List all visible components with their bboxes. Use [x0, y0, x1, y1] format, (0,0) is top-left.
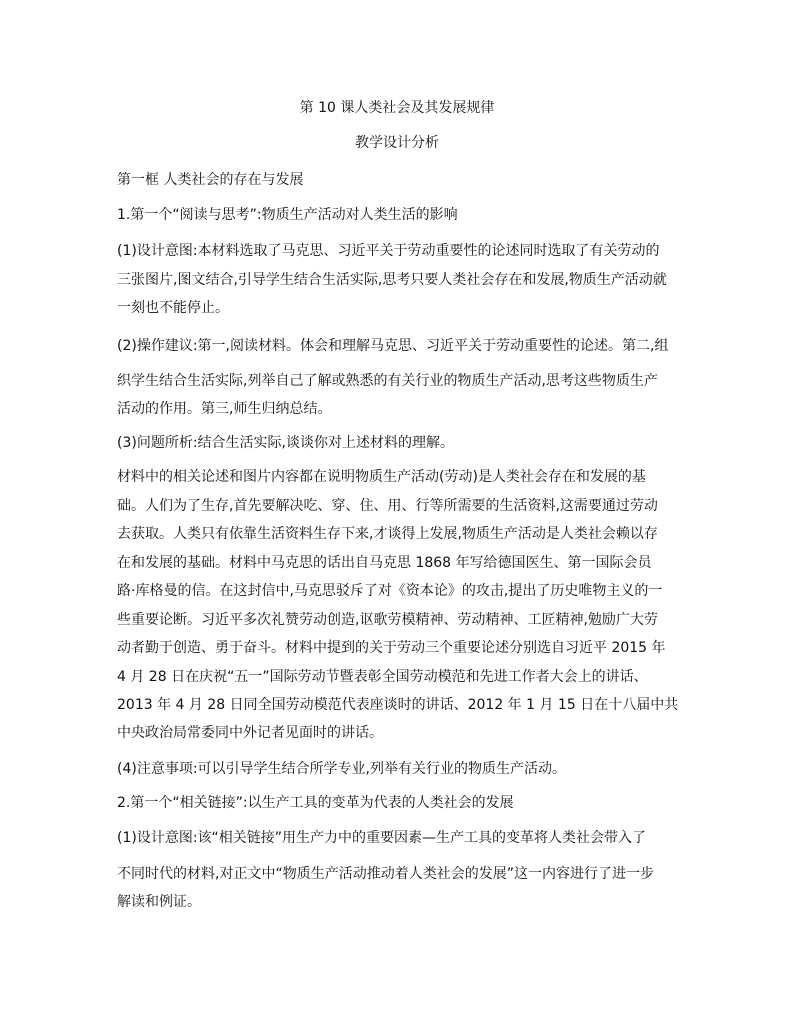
- text-line: 活动的作用。第三,师生归纳总结。: [117, 401, 332, 417]
- item-heading: 1.第一个“阅读与思考”:物质生产活动对人类生活的影响: [117, 207, 458, 223]
- text-line: (3)问题所析:结合生活实际,谈谈你对上述材料的理解。: [117, 435, 454, 451]
- text-line: 中央政治局常委同中外记者见面时的讲话。: [117, 725, 383, 741]
- text-line: 不同时代的材料,对正文中“物质生产活动推动着人类社会的发展”这一内容进行了进一步: [117, 866, 654, 882]
- text-line: 础。人们为了生存,首先要解决吃、穿、住、用、行等所需要的生活资料,这需要通过劳动: [117, 498, 658, 514]
- section-heading: 第一框 人类社会的存在与发展: [117, 172, 304, 188]
- text-line: (1)设计意图:本材料选取了马克思、习近平关于劳动重要性的论述同时选取了有关劳动的: [117, 243, 660, 259]
- item-heading: 2.第一个“相关链接”:以生产工具的变革为代表的人类社会的发展: [117, 795, 514, 811]
- text-line: 些重要论断。习近平多次礼赞劳动创造,讴歌劳模精神、劳动精神、工匠精神,勉励广大劳: [117, 612, 658, 628]
- text-line: 三张图片,图文结合,引导学生结合生活实际,思考只要人类社会存在和发展,物质生产活动就: [117, 272, 667, 288]
- text-line: 织学生结合生活实际,列举自己了解或熟悉的有关行业的物质生产活动,思考这些物质生产: [117, 373, 658, 389]
- text-line: (2)操作建议:第一,阅读材料。体会和理解马克思、习近平关于劳动重要性的论述。第二,组: [117, 338, 669, 354]
- document-subtitle: 教学设计分析: [355, 135, 439, 151]
- text-line: 动者勤于创造、勇于奋斗。材料中提到的关于劳动三个重要论述分别选自习近平 2015 年: [117, 640, 666, 656]
- text-line: 材料中的相关论述和图片内容都在说明物质生产活动(劳动)是人类社会存在和发展的基: [117, 469, 646, 485]
- document-title: 第 10 课人类社会及其发展规律: [299, 100, 495, 116]
- text-line: 解读和例证。: [117, 894, 201, 910]
- text-line: 2013 年 4 月 28 日同全国劳动模范代表座谈时的讲话、2012 年 1 月 15 日在十八届中共: [117, 697, 679, 713]
- text-line: 在和发展的基础。材料中马克思的话出自马克思 1868 年写给德国医生、第一国际会员: [117, 555, 652, 571]
- text-line: 一刻也不能停止。: [117, 300, 229, 316]
- text-line: 路·库格曼的信。在这封信中,马克思驳斥了对《资本论》的攻击,提出了历史唯物主义的一: [117, 583, 663, 599]
- text-line: 去获取。人类只有依靠生活资料生存下来,才谈得上发展,物质生产活动是人类社会赖以存: [117, 526, 658, 542]
- text-line: 4 月 28 日在庆祝“五一”国际劳动节暨表彰全国劳动模范和先进工作者大会上的讲话、: [117, 669, 648, 685]
- text-line: (1)设计意图:该“相关链接”用生产力中的重要因素—生产工具的变革将人类社会带入了: [117, 830, 647, 846]
- text-line: (4)注意事项:可以引导学生结合所学专业,列举有关行业的物质生产活动。: [117, 761, 566, 777]
